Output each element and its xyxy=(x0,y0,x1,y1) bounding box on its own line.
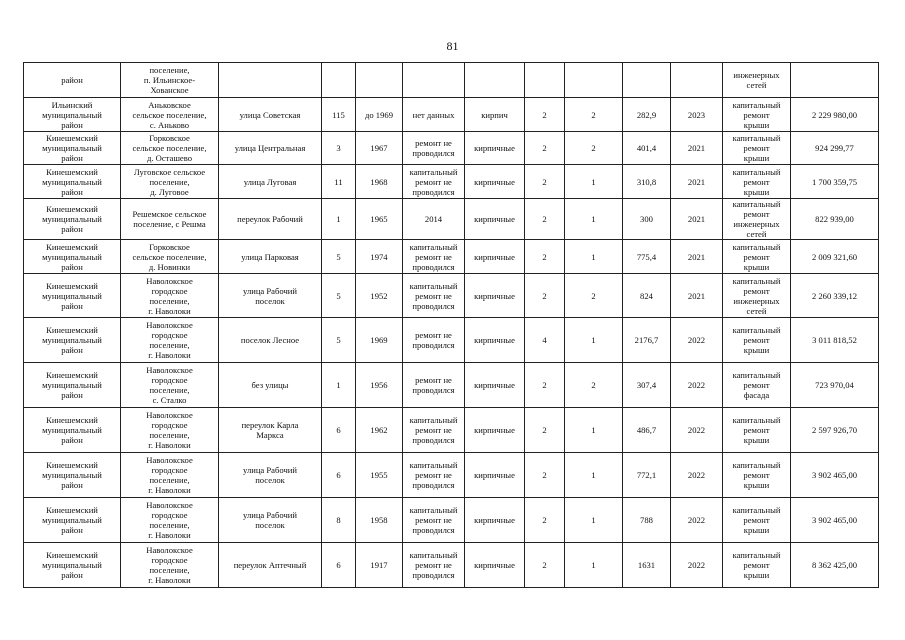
settlement-cell: Наволокское городское поселение, г. Наволоки xyxy=(121,498,219,543)
entrances-cell: 1 xyxy=(565,453,623,498)
area-cell: 310,8 xyxy=(623,165,671,199)
district-cell: Кинешемский муниципальный район xyxy=(24,240,121,274)
cost-cell: 2 597 926,70 xyxy=(791,408,879,453)
build-year-cell: 1956 xyxy=(356,363,403,408)
street-cell: улица Рабочий поселок xyxy=(219,498,322,543)
wall-material-cell: кирпич xyxy=(465,98,525,132)
district-cell: Кинешемский муниципальный район xyxy=(24,363,121,408)
street-cell: улица Парковая xyxy=(219,240,322,274)
settlement-cell: Горковское сельское поселение, д. Осташево xyxy=(121,132,219,165)
build-year-cell: 1969 xyxy=(356,318,403,363)
plan-year-cell: 2021 xyxy=(671,274,723,318)
work-type-cell: капитальный ремонт инженерных сетей xyxy=(723,199,791,240)
table-row xyxy=(24,408,879,453)
work-type-cell: инженерных сетей xyxy=(723,63,791,98)
district-cell: район xyxy=(24,63,121,98)
last-repair-cell: капитальный ремонт не проводился xyxy=(403,165,465,199)
last-repair-cell: ремонт не проводился xyxy=(403,132,465,165)
table-row xyxy=(24,274,879,318)
entrances-cell: 1 xyxy=(565,199,623,240)
street-cell: улица Рабочий поселок xyxy=(219,274,322,318)
table-row xyxy=(24,165,879,199)
settlement-cell: Наволокское городское поселение, с. Сталко xyxy=(121,363,219,408)
street-cell: без улицы xyxy=(219,363,322,408)
table-row xyxy=(24,498,879,543)
plan-year-cell: 2022 xyxy=(671,408,723,453)
house-number-cell: 6 xyxy=(322,453,356,498)
cost-cell: 822 939,00 xyxy=(791,199,879,240)
wall-material-cell: кирпичные xyxy=(465,240,525,274)
entrances-cell: 1 xyxy=(565,318,623,363)
last-repair-cell: ремонт не проводился xyxy=(403,318,465,363)
table-row xyxy=(24,132,879,165)
floors-cell xyxy=(525,63,565,98)
last-repair-cell: капитальный ремонт не проводился xyxy=(403,240,465,274)
floors-cell: 2 xyxy=(525,165,565,199)
last-repair-cell: капитальный ремонт не проводился xyxy=(403,408,465,453)
entrances-cell: 2 xyxy=(565,132,623,165)
entrances-cell: 1 xyxy=(565,543,623,588)
house-number-cell: 6 xyxy=(322,408,356,453)
entrances-cell: 1 xyxy=(565,408,623,453)
floors-cell: 2 xyxy=(525,274,565,318)
area-cell: 2176,7 xyxy=(623,318,671,363)
work-type-cell: капитальный ремонт крыши xyxy=(723,98,791,132)
entrances-cell: 1 xyxy=(565,165,623,199)
area-cell: 486,7 xyxy=(623,408,671,453)
area-cell: 1631 xyxy=(623,543,671,588)
build-year-cell: 1968 xyxy=(356,165,403,199)
floors-cell: 2 xyxy=(525,132,565,165)
area-cell: 300 xyxy=(623,199,671,240)
wall-material-cell: кирпичные xyxy=(465,274,525,318)
house-number-cell: 115 xyxy=(322,98,356,132)
floors-cell: 2 xyxy=(525,453,565,498)
street-cell: поселок Лесное xyxy=(219,318,322,363)
settlement-cell: Наволокское городское поселение, г. Наволоки xyxy=(121,408,219,453)
plan-year-cell xyxy=(671,63,723,98)
cost-cell: 924 299,77 xyxy=(791,132,879,165)
settlement-cell: Решемское сельское поселение, с Решма xyxy=(121,199,219,240)
page-number: 81 xyxy=(446,39,459,53)
plan-year-cell: 2021 xyxy=(671,199,723,240)
build-year-cell: 1952 xyxy=(356,274,403,318)
district-cell: Кинешемский муниципальный район xyxy=(24,498,121,543)
settlement-cell: Наволокское городское поселение, г. Наволоки xyxy=(121,318,219,363)
last-repair-cell: капитальный ремонт не проводился xyxy=(403,274,465,318)
build-year-cell xyxy=(356,63,403,98)
last-repair-cell: капитальный ремонт не проводился xyxy=(403,453,465,498)
street-cell: улица Луговая xyxy=(219,165,322,199)
floors-cell: 2 xyxy=(525,98,565,132)
area-cell: 401,4 xyxy=(623,132,671,165)
wall-material-cell: кирпичные xyxy=(465,543,525,588)
entrances-cell: 2 xyxy=(565,274,623,318)
district-cell: Кинешемский муниципальный район xyxy=(24,199,121,240)
plan-year-cell: 2022 xyxy=(671,453,723,498)
house-number-cell xyxy=(322,63,356,98)
settlement-cell: Луговское сельское поселение, д. Луговое xyxy=(121,165,219,199)
build-year-cell: 1967 xyxy=(356,132,403,165)
floors-cell: 2 xyxy=(525,240,565,274)
work-type-cell: капитальный ремонт инженерных сетей xyxy=(723,274,791,318)
street-cell: переулок Карла Маркса xyxy=(219,408,322,453)
street-cell: переулок Рабочий xyxy=(219,199,322,240)
house-number-cell: 11 xyxy=(322,165,356,199)
street-cell: улица Советская xyxy=(219,98,322,132)
work-type-cell: капитальный ремонт крыши xyxy=(723,543,791,588)
housing-repair-table xyxy=(23,62,879,588)
district-cell: Кинешемский муниципальный район xyxy=(24,453,121,498)
plan-year-cell: 2022 xyxy=(671,318,723,363)
cost-cell: 3 011 818,52 xyxy=(791,318,879,363)
settlement-cell: Наволокское городское поселение, г. Наволоки xyxy=(121,543,219,588)
area-cell: 824 xyxy=(623,274,671,318)
settlement-cell: Аньковское сельское поселение, с. Аньково xyxy=(121,98,219,132)
last-repair-cell: капитальный ремонт не проводился xyxy=(403,498,465,543)
last-repair-cell: нет данных xyxy=(403,98,465,132)
street-cell: улица Центральная xyxy=(219,132,322,165)
cost-cell: 3 902 465,00 xyxy=(791,453,879,498)
area-cell xyxy=(623,63,671,98)
cost-cell: 2 229 980,00 xyxy=(791,98,879,132)
last-repair-cell: капитальный ремонт не проводился xyxy=(403,543,465,588)
settlement-cell: Наволокское городское поселение, г. Наволоки xyxy=(121,274,219,318)
table-row xyxy=(24,453,879,498)
house-number-cell: 5 xyxy=(322,274,356,318)
district-cell: Кинешемский муниципальный район xyxy=(24,132,121,165)
work-type-cell: капитальный ремонт крыши xyxy=(723,498,791,543)
build-year-cell: 1965 xyxy=(356,199,403,240)
floors-cell: 2 xyxy=(525,363,565,408)
house-number-cell: 5 xyxy=(322,240,356,274)
area-cell: 282,9 xyxy=(623,98,671,132)
plan-year-cell: 2023 xyxy=(671,98,723,132)
cost-cell: 723 970,04 xyxy=(791,363,879,408)
last-repair-cell xyxy=(403,63,465,98)
house-number-cell: 5 xyxy=(322,318,356,363)
district-cell: Кинешемский муниципальный район xyxy=(24,274,121,318)
district-cell: Кинешемский муниципальный район xyxy=(24,318,121,363)
build-year-cell: 1962 xyxy=(356,408,403,453)
floors-cell: 2 xyxy=(525,408,565,453)
cost-cell: 1 700 359,75 xyxy=(791,165,879,199)
wall-material-cell: кирпичные xyxy=(465,318,525,363)
wall-material-cell: кирпичные xyxy=(465,132,525,165)
plan-year-cell: 2021 xyxy=(671,240,723,274)
area-cell: 775,4 xyxy=(623,240,671,274)
settlement-cell: Наволокское городское поселение, г. Наволоки xyxy=(121,453,219,498)
table-row xyxy=(24,199,879,240)
district-cell: Кинешемский муниципальный район xyxy=(24,408,121,453)
area-cell: 772,1 xyxy=(623,453,671,498)
wall-material-cell: кирпичные xyxy=(465,363,525,408)
last-repair-cell: 2014 xyxy=(403,199,465,240)
table-row xyxy=(24,240,879,274)
cost-cell: 3 902 465,00 xyxy=(791,498,879,543)
build-year-cell: 1917 xyxy=(356,543,403,588)
build-year-cell: до 1969 xyxy=(356,98,403,132)
build-year-cell: 1955 xyxy=(356,453,403,498)
work-type-cell: капитальный ремонт крыши xyxy=(723,240,791,274)
house-number-cell: 1 xyxy=(322,199,356,240)
cost-cell: 8 362 425,00 xyxy=(791,543,879,588)
house-number-cell: 3 xyxy=(322,132,356,165)
cost-cell xyxy=(791,63,879,98)
floors-cell: 4 xyxy=(525,318,565,363)
work-type-cell: капитальный ремонт крыши xyxy=(723,453,791,498)
district-cell: Ильинский муниципальный район xyxy=(24,98,121,132)
last-repair-cell: ремонт не проводился xyxy=(403,363,465,408)
house-number-cell: 1 xyxy=(322,363,356,408)
build-year-cell: 1974 xyxy=(356,240,403,274)
wall-material-cell: кирпичные xyxy=(465,498,525,543)
street-cell: улица Рабочий поселок xyxy=(219,453,322,498)
wall-material-cell: кирпичные xyxy=(465,165,525,199)
cost-cell: 2 009 321,60 xyxy=(791,240,879,274)
settlement-cell: поселение, п. Ильинское- Хованское xyxy=(121,63,219,98)
work-type-cell: капитальный ремонт фасада xyxy=(723,363,791,408)
wall-material-cell xyxy=(465,63,525,98)
area-cell: 307,4 xyxy=(623,363,671,408)
plan-year-cell: 2022 xyxy=(671,543,723,588)
plan-year-cell: 2022 xyxy=(671,498,723,543)
settlement-cell: Горковское сельское поселение, д. Новинки xyxy=(121,240,219,274)
wall-material-cell: кирпичные xyxy=(465,199,525,240)
work-type-cell: капитальный ремонт крыши xyxy=(723,318,791,363)
floors-cell: 2 xyxy=(525,543,565,588)
table-row xyxy=(24,98,879,132)
entrances-cell: 2 xyxy=(565,363,623,408)
house-number-cell: 6 xyxy=(322,543,356,588)
entrances-cell: 2 xyxy=(565,98,623,132)
area-cell: 788 xyxy=(623,498,671,543)
work-type-cell: капитальный ремонт крыши xyxy=(723,132,791,165)
street-cell: переулок Аптечный xyxy=(219,543,322,588)
work-type-cell: капитальный ремонт крыши xyxy=(723,165,791,199)
wall-material-cell: кирпичные xyxy=(465,408,525,453)
plan-year-cell: 2021 xyxy=(671,132,723,165)
entrances-cell xyxy=(565,63,623,98)
street-cell xyxy=(219,63,322,98)
district-cell: Кинешемский муниципальный район xyxy=(24,165,121,199)
table-row xyxy=(24,543,879,588)
district-cell: Кинешемский муниципальный район xyxy=(24,543,121,588)
plan-year-cell: 2022 xyxy=(671,363,723,408)
build-year-cell: 1958 xyxy=(356,498,403,543)
house-number-cell: 8 xyxy=(322,498,356,543)
floors-cell: 2 xyxy=(525,199,565,240)
table-row xyxy=(24,363,879,408)
table-row xyxy=(24,318,879,363)
floors-cell: 2 xyxy=(525,498,565,543)
table-row xyxy=(24,63,879,98)
wall-material-cell: кирпичные xyxy=(465,453,525,498)
entrances-cell: 1 xyxy=(565,498,623,543)
cost-cell: 2 260 339,12 xyxy=(791,274,879,318)
plan-year-cell: 2021 xyxy=(671,165,723,199)
entrances-cell: 1 xyxy=(565,240,623,274)
work-type-cell: капитальный ремонт крыши xyxy=(723,408,791,453)
